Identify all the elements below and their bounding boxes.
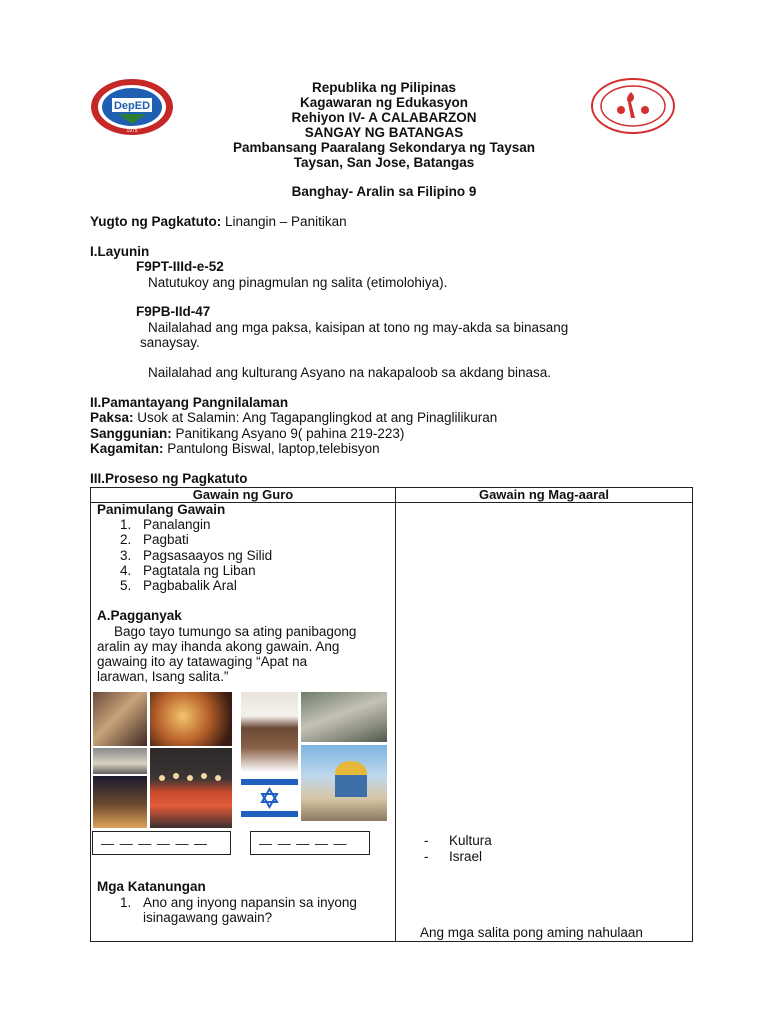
- header-school: Pambansang Paaralang Sekondarya ng Taysan: [232, 140, 536, 155]
- culture-festival-photo: [150, 692, 232, 746]
- israel-dome-photo: [301, 745, 387, 821]
- answer-kultura: Kultura: [449, 833, 492, 848]
- panimula-item-2: Pagbati: [143, 532, 189, 547]
- answer-israel: Israel: [449, 849, 483, 864]
- pagganyak-line-1: Bago tayo tumungo sa ating panibagong: [114, 624, 357, 639]
- israel-aerial-photo: [301, 692, 387, 742]
- panimula-num-3: 3.: [120, 548, 132, 563]
- yugto-label: Yugto ng Pagkatuto:: [90, 214, 222, 229]
- tanong-1-line-2: isinagawang gawain?: [143, 910, 273, 925]
- sanggunian-line: [90, 426, 404, 442]
- yugto-line: [90, 214, 347, 230]
- paksa-label: Paksa:: [90, 410, 134, 425]
- document-title: Banghay- Aralin sa Filipino 9: [291, 184, 477, 199]
- tanong-num-1: 1.: [120, 895, 132, 910]
- header-region: Rehiyon IV- A CALABARZON: [291, 110, 477, 125]
- layunin-code-1: F9PT-IIId-e-52: [136, 259, 224, 274]
- sagot-1: Ang mga salita pong aming nahulaan: [420, 925, 643, 940]
- layunin-text-3: Nailalahad ang kulturang Asyano na nakapaloob sa akdang binasa.: [148, 365, 552, 380]
- answer-blank-1[interactable]: — — — — — —: [92, 831, 231, 855]
- katanungan-heading: Mga Katanungan: [97, 879, 206, 894]
- proseso-heading: III.Proseso ng Pagkatuto: [90, 471, 248, 486]
- layunin-text-1: Natutukoy ang pinagmulan ng salita (etimolohiya).: [148, 275, 448, 290]
- header-division: SANGAY NG BATANGAS: [304, 125, 464, 140]
- culture-night-market-photo: [93, 776, 147, 828]
- panimula-item-4: Pagtatala ng Liban: [143, 563, 256, 578]
- paksa-value: Usok at Salamin: Ang Tagapanglingkod at ang Pinaglilikuran: [133, 410, 498, 425]
- culture-dance-photo: [150, 748, 232, 828]
- flag-graphic: [241, 776, 298, 820]
- panimula-num-4: 4.: [120, 563, 132, 578]
- culture-dining-photo: [93, 692, 147, 746]
- dome-graphic: [301, 745, 387, 821]
- col-header-guro: Gawain ng Guro: [91, 488, 396, 503]
- magaaral-cell: [396, 503, 693, 942]
- pagganyak-line-3: gawaing ito ay tatawaging “Apat na: [97, 654, 308, 669]
- layunin-code-2: F9PB-IId-47: [136, 304, 211, 319]
- panimula-item-3: Pagsasaayos ng Silid: [143, 548, 273, 563]
- panimula-num-2: 2.: [120, 532, 132, 547]
- tanong-1-line-1: Ano ang inyong napansin sa inyong: [143, 895, 357, 910]
- israel-leader-photo: [241, 692, 298, 772]
- answer-blank-2[interactable]: — — — — —: [250, 831, 370, 855]
- panimula-item-1: Panalangin: [143, 517, 211, 532]
- sanggunian-value: Panitikang Asyano 9( pahina 219-223): [171, 426, 405, 441]
- yugto-value: Linangin – Panitikan: [221, 214, 347, 229]
- header-address: Taysan, San Jose, Batangas: [293, 155, 475, 170]
- culture-figure-photo: [93, 748, 147, 774]
- panimula-heading: Panimulang Gawain: [97, 502, 226, 517]
- sanggunian-label: Sanggunian:: [90, 426, 172, 441]
- kagamitan-value: Pantulong Biswal, laptop,telebisyon: [163, 441, 380, 456]
- answer-dash-2: -: [424, 849, 429, 864]
- layunin-text-2b: sanaysay.: [140, 335, 200, 350]
- pagganyak-line-2: aralin ay may ihanda akong gawain. Ang: [97, 639, 340, 654]
- layunin-heading: I.Layunin: [90, 244, 150, 259]
- answer-dash-1: -: [424, 833, 429, 848]
- svg-text:DepED: DepED: [113, 100, 151, 112]
- panimula-item-5: Pagbabalik Aral: [143, 578, 237, 593]
- layunin-text-2a: Nailalahad ang mga paksa, kaisipan at tono ng may-akda sa binasang: [148, 320, 569, 335]
- header-republic: Republika ng Pilipinas: [311, 80, 457, 95]
- header-department: Kagawaran ng Edukasyon: [299, 95, 469, 110]
- svg-text:1975: 1975: [126, 128, 138, 134]
- col-header-magaaral: Gawain ng Mag-aaral: [396, 488, 693, 503]
- israel-flag: [241, 776, 298, 820]
- paksa-line: [90, 410, 497, 426]
- nilalaman-heading: II.Pamantayang Pangnilalaman: [90, 395, 289, 410]
- pagganyak-heading: A.Pagganyak: [97, 608, 182, 623]
- kagamitan-label: Kagamitan:: [90, 441, 164, 456]
- kagamitan-line: [90, 441, 380, 457]
- dancers-graphic: [150, 748, 232, 828]
- panimula-num-1: 1.: [120, 517, 132, 532]
- panimula-num-5: 5.: [120, 578, 132, 593]
- pagganyak-line-4: larawan, Isang salita.”: [97, 669, 229, 684]
